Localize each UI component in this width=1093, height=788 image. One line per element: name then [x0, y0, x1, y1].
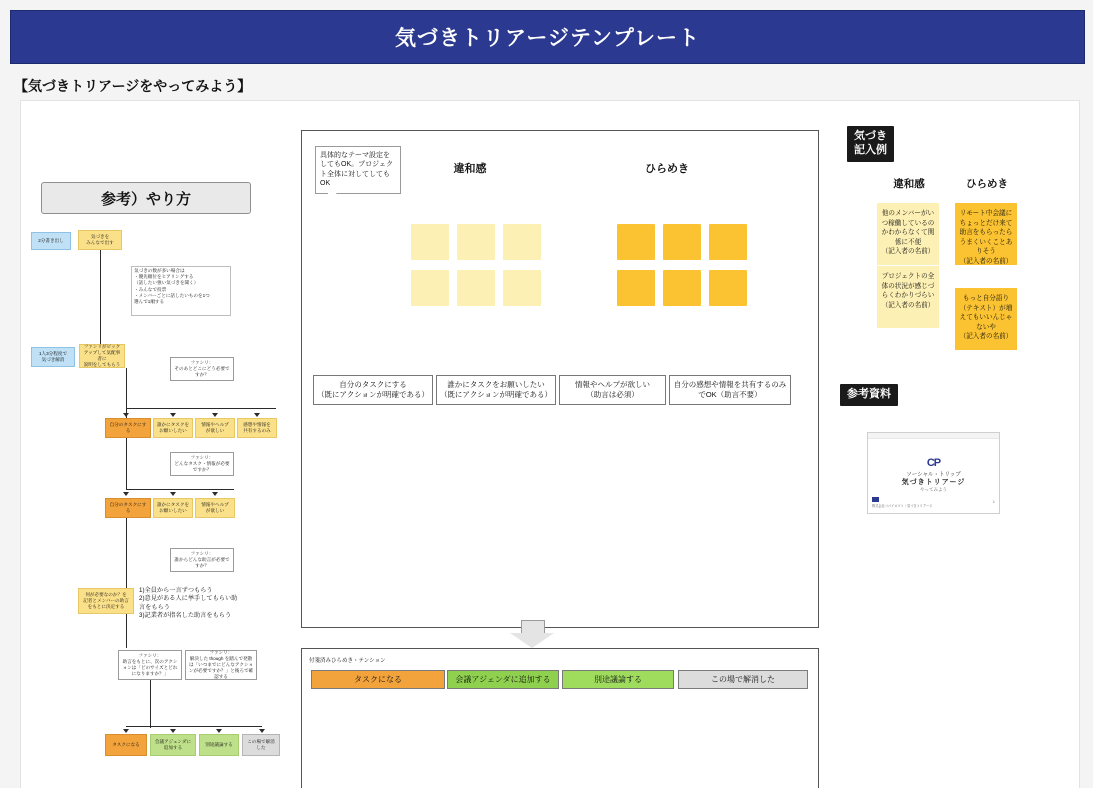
- flow-node-n22: 別途議論する: [199, 734, 239, 756]
- example-note: リモート中会議にちょっとだけ来て助言をもらったらうまくいくことあ りそう （記入者の名前）: [955, 203, 1017, 265]
- thumbnail-line2: 気づきトリアージ: [901, 479, 966, 486]
- flow-arrow: [123, 492, 129, 496]
- flow-node-n7: 自分のタスクにする: [105, 418, 151, 438]
- example-note: もっと自分語り（テキスト）が増えてもいいんじゃないや （記入者の名前）: [955, 288, 1017, 350]
- sticky-note[interactable]: [663, 270, 701, 306]
- flow-node-n23: この場で解消した: [242, 734, 280, 756]
- sticky-note[interactable]: [663, 224, 701, 260]
- flow-connector: [126, 614, 127, 648]
- page-title-bar: [10, 10, 1085, 64]
- thumbnail-titlebar: [868, 433, 999, 439]
- thumbnail-line1: ソーシャル・トリップ: [906, 472, 961, 478]
- flow-node-n4: 1人3分程度で 気づき解消: [31, 347, 75, 367]
- flow-connector: [126, 438, 127, 490]
- flow-node-n13: 誰かにタスクを お願いしたい: [153, 498, 193, 518]
- reference-thumbnail[interactable]: [867, 432, 1000, 514]
- flow-arrow: [254, 413, 260, 417]
- sticky-note[interactable]: [617, 270, 655, 306]
- bottom-board-label: 付箋済みひらめき・テンション: [309, 658, 386, 664]
- flow-node-n16: 何が必要なのか？を 記者とメンバーの助言 をもとに決定する: [78, 588, 134, 614]
- flow-node-n6: ファシリ： そのあとどこにどう必要ですか？: [170, 357, 234, 381]
- flow-arrow: [216, 729, 222, 733]
- thumbnail-logo: CP: [926, 457, 941, 469]
- reference-title: 参考）やり方: [41, 182, 251, 214]
- sticky-note[interactable]: [457, 270, 495, 306]
- thumbnail-footer-mark: [872, 497, 879, 502]
- flow-connector: [126, 489, 234, 490]
- flow-arrow: [259, 729, 265, 733]
- thumbnail-footer: 株式会社コパイロツト｜気づきトリアージ: [872, 504, 933, 508]
- flow-connector: [126, 408, 276, 409]
- flow-node-n8: 誰かにタスクを お願いしたい: [153, 418, 193, 438]
- action-box-agenda[interactable]: 会議アジェンダに追加する: [447, 670, 559, 689]
- flow-node-n14: 情報やヘルプ が欲しい: [195, 498, 235, 518]
- flow-connector: [126, 726, 262, 727]
- page-subtitle: 【気づきトリアージをやってみよう】: [14, 78, 252, 94]
- page-title: 気づきトリアージテンプレート: [394, 27, 701, 50]
- action-box-resolved[interactable]: この場で解消した: [678, 670, 808, 689]
- flow-node-n21: 会議アジェンダに追加する: [150, 734, 196, 756]
- right-label-iwakan: 違和感: [893, 178, 925, 190]
- flow-note-n3: 気づきの数が多い場合は ・優先順位をヒアリングする （話したい強い気づきを聞く） ・みんなで投票 ・メンバーごとに話したいものを1つ 選んで1順する: [131, 266, 231, 316]
- action-box-discuss[interactable]: 別途議論する: [562, 670, 674, 689]
- flow-connector: [150, 680, 151, 728]
- board-callout: 具体的なテーマ設定をしてもOK。プロジェクト全体に対してしてもOK: [315, 146, 401, 194]
- category-box-ask-task: 誰かにタスクをお願いしたい （既にアクションが明確である）: [436, 375, 556, 405]
- flow-arrow: [170, 492, 176, 496]
- flow-node-n18: ファシリ： 助言をもとに、次のアクションは「どのサイズとどれになりますか？」: [118, 650, 182, 680]
- flow-node-n15: ファシリ： 誰からどんな助言が必要ですか？: [170, 548, 234, 572]
- sticky-note[interactable]: [411, 270, 449, 306]
- sticky-note[interactable]: [617, 224, 655, 260]
- sticky-note[interactable]: [503, 224, 541, 260]
- sticky-note[interactable]: [457, 224, 495, 260]
- thumbnail-line3: やってみよう: [920, 487, 947, 492]
- flow-node-n19: ファシリ： 解決した though を踏んで発散は「いつまでにどんなアクションが必要ですか？」と後ろで確認する: [185, 650, 257, 680]
- right-label-hirameki: ひらめき: [966, 178, 1008, 190]
- sticky-note[interactable]: [503, 270, 541, 306]
- reference-tag: 参考資料: [840, 384, 898, 406]
- flow-arrow: [212, 413, 218, 417]
- example-note: プロジェクトの全体の状況が感じづらくわかりづらい （記入者の名前）: [877, 266, 939, 328]
- flow-connector: [100, 250, 101, 344]
- column-label-hirameki: ひらめき: [645, 163, 689, 175]
- flow-note-n17: 1)全員から一言ずつもらう 2)意見がある人に挙手してもらい助言をもらう 3)記業者が指名した助言をもらう: [139, 587, 238, 620]
- example-note: 他のメンバーがいつ稼働しているのかわからなくて関係に不便 （記入者の名前）: [877, 203, 939, 265]
- flow-node-n20: タスクになる: [105, 734, 147, 756]
- flow-node-n11: ファシリ： どんなタスク・情報が必要ですか？: [170, 452, 234, 476]
- flow-node-n5: ファシリがピックアップして気配事者に 説明をしてもらう: [79, 344, 125, 368]
- sticky-note[interactable]: [411, 224, 449, 260]
- sticky-note[interactable]: [709, 224, 747, 260]
- category-box-share-only: 自分の感想や情報を共有するのみ でOK（助言不要）: [669, 375, 791, 405]
- flow-arrow: [123, 729, 129, 733]
- thumbnail-page-number: 1: [992, 499, 995, 504]
- flow-arrow: [170, 413, 176, 417]
- column-label-iwakan: 違和感: [453, 163, 487, 175]
- sticky-note[interactable]: [709, 270, 747, 306]
- flow-node-n2: 気づきを みんなで出す: [78, 230, 122, 250]
- bottom-board: [301, 648, 819, 788]
- flow-node-n12: 自分のタスクにする: [105, 498, 151, 518]
- flow-arrow: [123, 413, 129, 417]
- flow-connector: [126, 368, 127, 418]
- flow-arrow: [170, 729, 176, 733]
- flow-down-arrow: [510, 620, 554, 648]
- flow-connector: [126, 518, 127, 588]
- flow-node-n9: 情報やヘルプ が欲しい: [195, 418, 235, 438]
- category-box-own-task: 自分のタスクにする （既にアクションが明確である）: [313, 375, 433, 405]
- example-tag: 気づき 記入例: [847, 126, 894, 162]
- action-box-task[interactable]: タスクになる: [311, 670, 445, 689]
- flow-node-n10: 感想や情報を 共有するのみ: [237, 418, 277, 438]
- category-box-need-help: 情報やヘルプが欲しい （助言は必須）: [559, 375, 666, 405]
- flow-arrow: [212, 492, 218, 496]
- flow-node-n1: 2分書き出し: [31, 232, 71, 250]
